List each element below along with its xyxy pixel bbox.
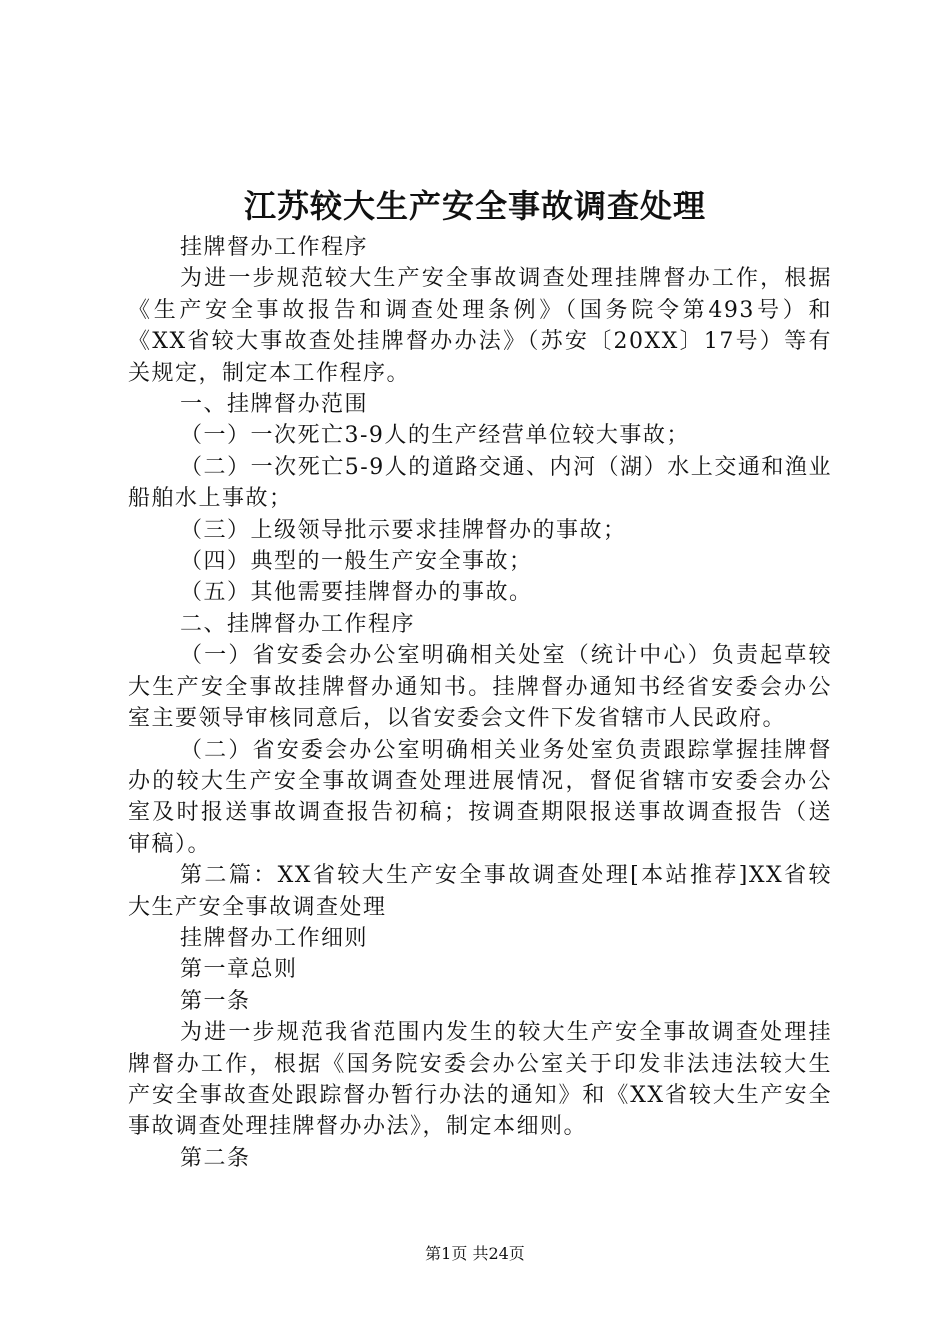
article-heading: 第一条 (180, 988, 251, 1014)
list-item: （五）其他需要挂牌督办的事故。 (180, 580, 533, 606)
page-number: 第1页 共24页 (425, 1244, 525, 1263)
paragraph: 为进一步规范较大生产安全事故调查处理挂牌督办工作，根据《生产安全事故报告和调查处理条例》（国务院令第493号）和《XX省较大事故查处挂牌督办办法》（苏安〔20XX〕17号）等有关规定，制定本工作程序。 (128, 266, 832, 386)
list-item: （三）上级领导批示要求挂牌督办的事故； (180, 517, 627, 543)
paragraph: （二）省安委会办公室明确相关业务处室负责跟踪掌握挂牌督办的较大生产安全事故调查处理进展情况，督促省辖市安委会办公室及时报送事故调查报告初稿；按调查期限报送事故调查报告（送审稿）。 (128, 737, 832, 857)
paragraph: 挂牌督办工作细则 (180, 925, 369, 951)
document-title: 江苏较大生产安全事故调查处理 (243, 187, 706, 225)
chapter-heading: 第一章总则 (180, 957, 298, 983)
paragraph: 为进一步规范我省范围内发生的较大生产安全事故调查处理挂牌督办工作，根据《国务院安委会办公室关于印发非法违法较大生产安全事故查处跟踪督办暂行办法的通知》和《XX省较大生产安全事故调查处理挂牌督办办法》，制定本细则。 (128, 1020, 832, 1140)
list-item: （二）一次死亡5-9人的道路交通、内河（湖）水上交通和渔业船舶水上事故； (128, 454, 832, 512)
list-item: （一）一次死亡3-9人的生产经营单位较大事故； (180, 423, 690, 449)
list-item: （四）典型的一般生产安全事故； (180, 549, 533, 575)
document-body (128, 232, 832, 1174)
section-heading: 一、挂牌督办范围 (180, 392, 369, 418)
paragraph: 挂牌督办工作程序 (180, 235, 369, 260)
article-heading: 第二条 (180, 1145, 251, 1171)
paragraph: 第二篇：XX省较大生产安全事故调查处理[本站推荐]XX省较大生产安全事故调查处理 (128, 863, 832, 920)
section-heading: 二、挂牌督办工作程序 (180, 611, 416, 637)
paragraph: （一）省安委会办公室明确相关处室（统计中心）负责起草较大生产安全事故挂牌督办通知书。挂牌督办通知书经省安委会办公室主要领导审核同意后，以省安委会文件下发省辖市人民政府。 (128, 643, 832, 732)
